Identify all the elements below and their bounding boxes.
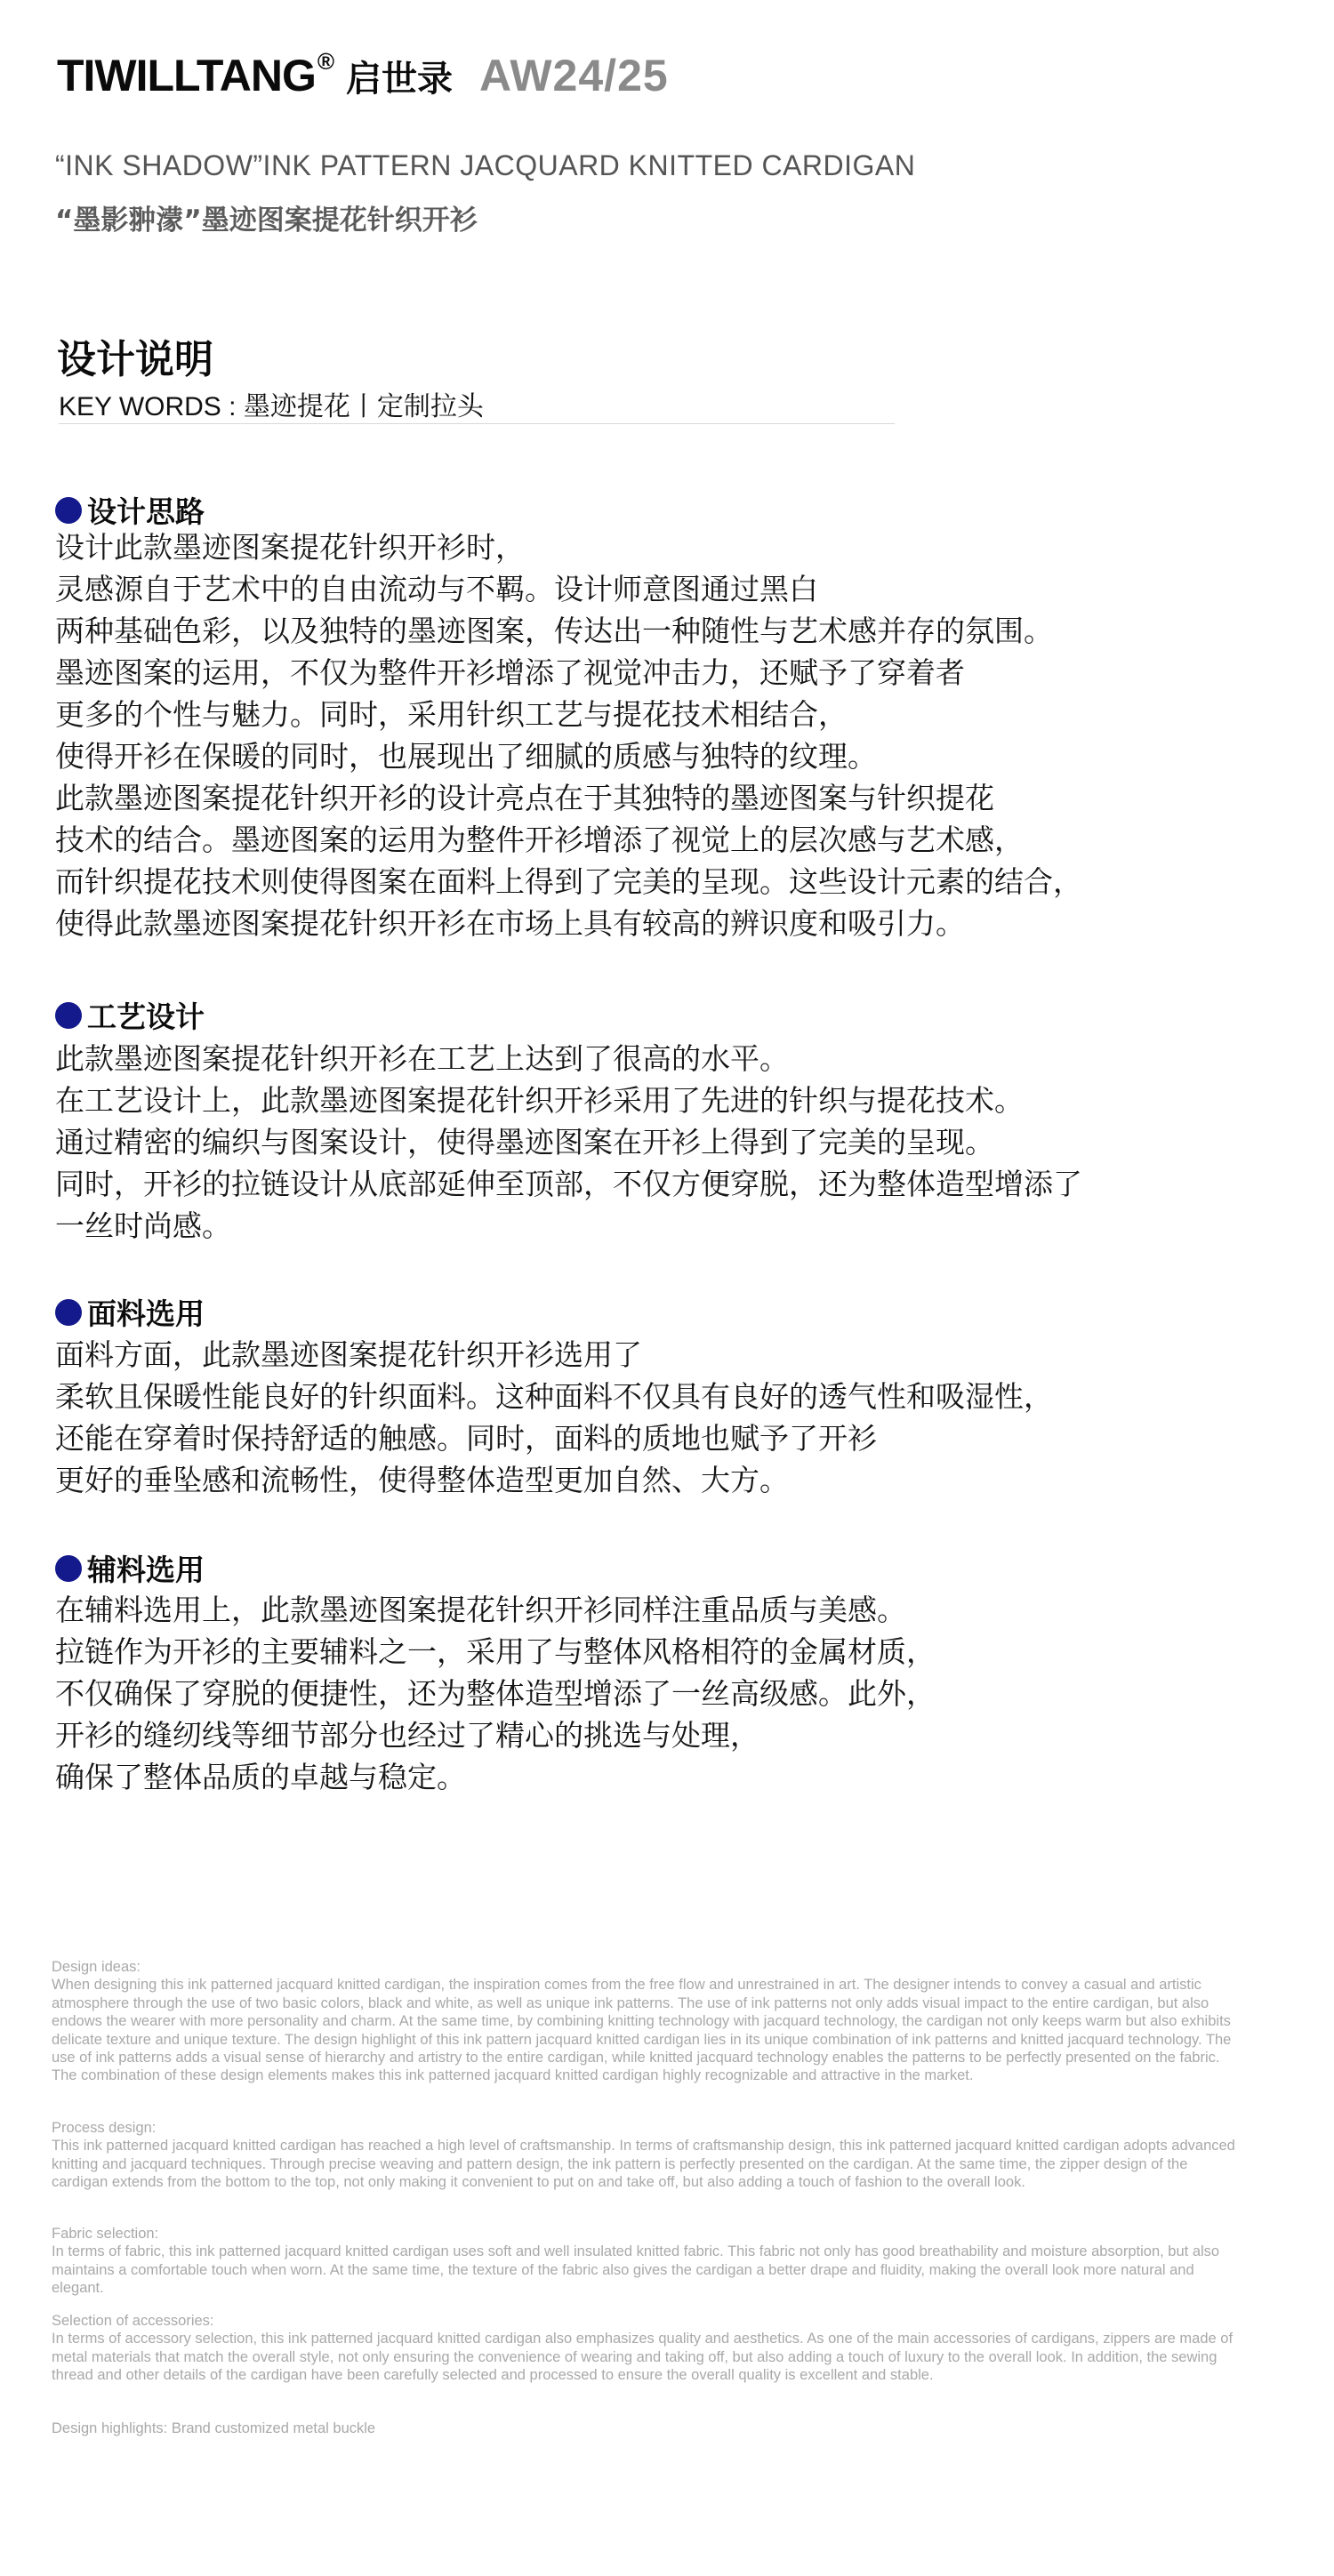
section-body-process-design xyxy=(55,1038,1082,1247)
brand-logo xyxy=(57,50,334,101)
body-line: 还能在穿着时保持舒适的触感。同时，面料的质地也赋予了开衫 xyxy=(55,1421,877,1456)
body-line: 而针织提花技术则使得图案在面料上得到了完美的呈现。这些设计元素的结合， xyxy=(55,864,1082,899)
registered-mark: ® xyxy=(317,48,334,76)
section-heading-accessories-selection xyxy=(55,1547,205,1589)
english-design-ideas xyxy=(52,1958,1243,2085)
product-title-cn: “墨影翀濛”墨迹图案提花针织开衫 xyxy=(55,205,478,237)
english-section-title: Process design: xyxy=(52,2120,157,2136)
english-process-design xyxy=(52,2119,1243,2192)
english-accessories-selection xyxy=(52,2312,1243,2385)
english-section-title: Design ideas: xyxy=(52,1959,141,1975)
english-section-text: When designing this ink patterned jacquard knitted cardigan, the inspiration comes from the free flow and unrestrained in art. The designer intends to convey a casual and artistic atmosphere through the use of two basic colors, black and white, as well as unique ink patterns. The use of ink patterns not only adds visual impact to the entire cardigan, but also endows the wearer with more personality and charm. At the same time, by combining knitting technology with jacquard technology, the cardigan not only keeps warm but also exhibits delicate texture and unique texture. The design highlight of this ink pattern jacquard knitted cardigan lies in its unique combination of ink patterns and knitted jacquard technology. The use of ink patterns adds a visual sense of hierarchy and artistry to the entire cardigan, while knitted jacquard technology enables the patterns to be perfectly presented on the fabric. The combination of these design elements makes this ink patterned jacquard knitted cardigan highly recognizable and attractive in the market. xyxy=(52,1977,1232,2084)
english-section-text: This ink patterned jacquard knitted cardigan has reached a high level of craftsmanship. In terms of craftsmanship design, this ink patterned jacquard knitted cardigan adopts advanced knitting and jacquard techniques. Through precise weaving and pattern design, the ink pattern is perfectly presented on the cardigan. At the same time, the zipper design of the cardigan extends from the bottom to the top, not only making it convenient to put on and take off, but also adding a touch of fashion to the overall look. xyxy=(52,2138,1235,2191)
english-section-title: Fabric selection: xyxy=(52,2226,159,2242)
section-heading-fabric-selection xyxy=(55,1291,205,1333)
section-heading-text: 辅料选用 xyxy=(87,1553,205,1587)
body-line: 开衫的缝纫线等细节部分也经过了精心的挑选与处理， xyxy=(55,1718,759,1753)
bullet-dot-icon xyxy=(55,497,82,524)
keywords-label: KEY WORDS : xyxy=(59,392,244,421)
body-line: 面料方面，此款墨迹图案提花针织开衫选用了 xyxy=(55,1337,642,1372)
section-heading-text: 工艺设计 xyxy=(87,999,205,1034)
section-body-fabric-selection xyxy=(55,1334,1053,1501)
section-heading-process-design xyxy=(55,994,205,1036)
product-title-en: “INK SHADOW”INK PATTERN JACQUARD KNITTED CARDIGAN xyxy=(55,149,916,181)
section-body-accessories-selection xyxy=(55,1589,936,1798)
english-design-highlight: Design highlights: Brand customized metal buckle xyxy=(52,2420,376,2436)
english-section-text: In terms of fabric, this ink patterned jacquard knitted cardigan uses soft and well insulated knitted fabric. This fabric not only has good breathability and moisture absorption, but also maintains a comfortable touch when worn. At the same time, the texture of the fabric also gives the cardigan a better drape and fluidity, making the overall look more natural and elegant. xyxy=(52,2243,1220,2297)
body-line: 一丝时尚感。 xyxy=(55,1208,231,1243)
body-line: 不仅确保了穿脱的便捷性，还为整体造型增添了一丝高级感。此外， xyxy=(55,1676,936,1711)
body-line: 灵感源自于艺术中的自由流动与不羁。设计师意图通过黑白 xyxy=(55,572,818,606)
brand-name: TIWILLTANG xyxy=(57,51,316,100)
keywords-divider xyxy=(59,423,895,424)
body-line: 使得开衫在保暖的同时，也展现出了细腻的质感与独特的纹理。 xyxy=(55,739,877,774)
english-section-text: In terms of accessory selection, this ink patterned jacquard knitted cardigan also emphasizes quality and aesthetics. As one of the main accessories of cardigans, zippers are made of metal materials that match the overall style, not only ensuring the convenience of wearing and taking off, but also adding a touch of luxury to the overall look. In addition, the sewing thread and other details of the cardigan have been carefully selected and processed to ensure the overall quality is excellent and stable. xyxy=(52,2331,1234,2384)
bullet-dot-icon xyxy=(55,1299,82,1326)
english-fabric-selection xyxy=(52,2225,1243,2298)
body-line: 更好的垂坠感和流畅性，使得整体造型更加自然、大方。 xyxy=(55,1463,789,1497)
body-line: 两种基础色彩，以及独特的墨迹图案，传达出一种随性与艺术感并存的氛围。 xyxy=(55,614,1053,648)
design-description-heading: 设计说明 xyxy=(57,337,213,382)
body-line: 确保了整体品质的卓越与稳定。 xyxy=(55,1760,466,1794)
body-line: 技术的结合。墨迹图案的运用为整件开衫增添了视觉上的层次感与艺术感， xyxy=(55,823,1024,857)
section-body-design-ideas xyxy=(55,526,1082,944)
body-line: 在工艺设计上，此款墨迹图案提花针织开衫采用了先进的针织与提花技术。 xyxy=(55,1083,1024,1118)
body-line: 柔软且保暖性能良好的针织面料。这种面料不仅具有良好的透气性和吸湿性， xyxy=(55,1379,1053,1414)
section-heading-design-ideas xyxy=(55,489,205,531)
bullet-dot-icon xyxy=(55,1002,82,1029)
section-heading-text: 面料选用 xyxy=(87,1296,205,1331)
section-heading-text: 设计思路 xyxy=(87,494,205,529)
bullet-dot-icon xyxy=(55,1555,82,1582)
body-line: 使得此款墨迹图案提花针织开衫在市场上具有较高的辨识度和吸引力。 xyxy=(55,906,965,941)
brand-header xyxy=(57,50,669,101)
keywords-line xyxy=(59,384,484,423)
body-line: 此款墨迹图案提花针织开衫在工艺上达到了很高的水平。 xyxy=(55,1041,789,1076)
body-line: 墨迹图案的运用，不仅为整件开衫增添了视觉冲击力，还赋予了穿着者 xyxy=(55,655,965,690)
english-section-title: Selection of accessories: xyxy=(52,2313,214,2329)
body-line: 设计此款墨迹图案提花针织开衫时， xyxy=(55,530,525,565)
body-line: 此款墨迹图案提花针织开衫的设计亮点在于其独特的墨迹图案与针织提花 xyxy=(55,781,994,815)
body-line: 更多的个性与魅力。同时，采用针织工艺与提花技术相结合， xyxy=(55,697,848,732)
keywords-value: 墨迹提花丨定制拉头 xyxy=(243,391,484,422)
season-label: AW24/25 xyxy=(479,51,669,100)
brand-name-cn: 启世录 xyxy=(346,59,454,100)
body-line: 拉链作为开衫的主要辅料之一，采用了与整体风格相符的金属材质， xyxy=(55,1634,936,1669)
body-line: 同时，开衫的拉链设计从底部延伸至顶部，不仅方便穿脱，还为整体造型增添了 xyxy=(55,1167,1082,1201)
body-line: 在辅料选用上，此款墨迹图案提花针织开衫同样注重品质与美感。 xyxy=(55,1593,906,1627)
body-line: 通过精密的编织与图案设计，使得墨迹图案在开衫上得到了完美的呈现。 xyxy=(55,1125,994,1160)
